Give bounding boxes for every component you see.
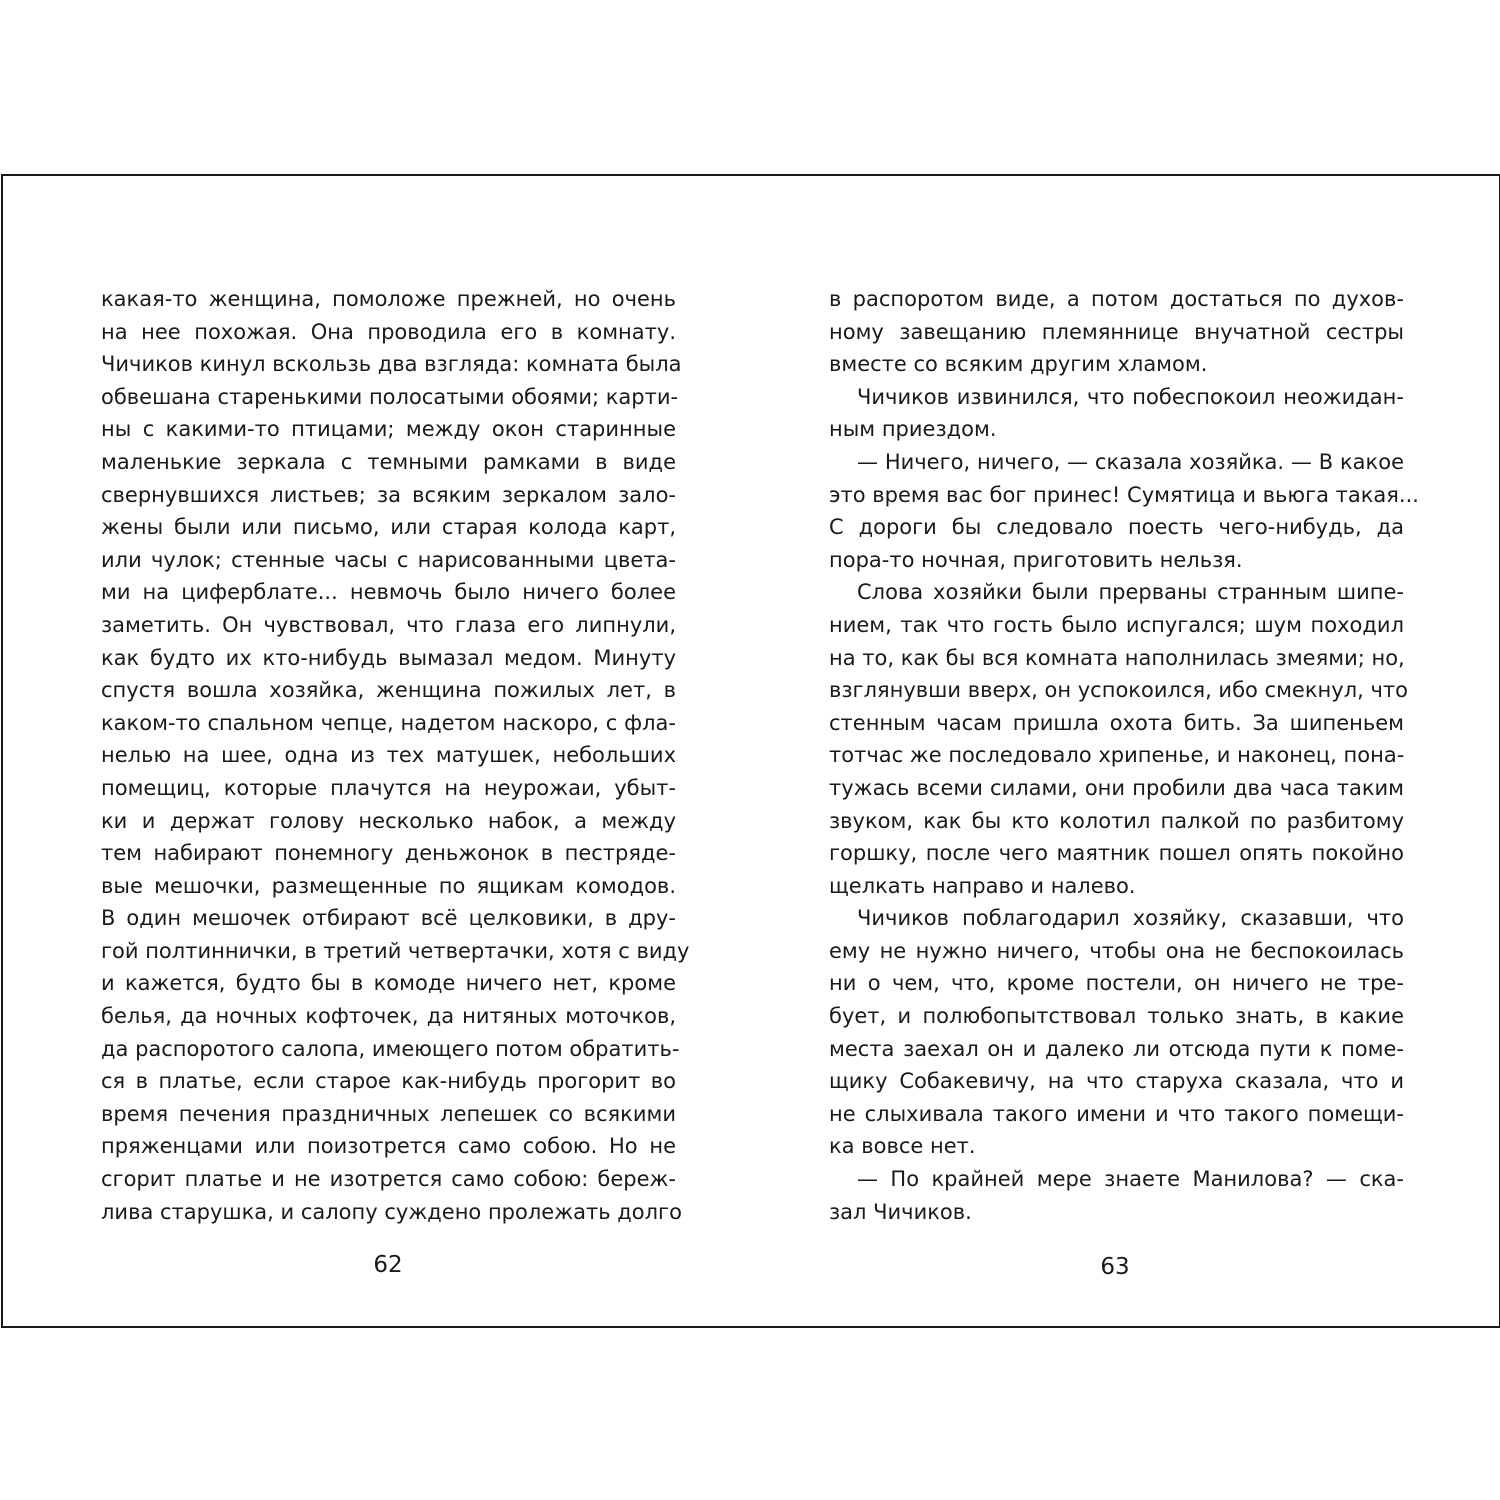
text-line: Слова хозяйки были прерваны странным шипе- (857, 580, 1404, 605)
text-line: тотчас же последовало хрипенье, и наконец, пона- (829, 743, 1405, 768)
text-line: звуком, как бы кто колотил палкой по разбитому (829, 808, 1404, 833)
page-number-right: 63 (1100, 1254, 1130, 1280)
text-line: пряженцами или поизотрется само собою. Но не (101, 1134, 676, 1159)
text-line: Чичиков извинился, что побеспокоил неожидан- (857, 384, 1404, 409)
text-line: какая-то женщина, помоложе прежней, но очень (101, 287, 676, 311)
text-line: и кажется, будто бы в комоде ничего нет, кроме (101, 971, 676, 996)
left-page-text (101, 283, 690, 1228)
text-line: ному завещанию племяннице внучатной сестры (829, 319, 1404, 344)
text-line: на то, как бы вся комната наполнилась змеями; но, (829, 645, 1405, 670)
text-line: или чулок; стенные часы с нарисованными цвета- (101, 547, 676, 572)
text-line: жены были или письмо, или старая колода карт, (101, 515, 676, 540)
text-line: как будто их кто-нибудь вымазал медом. Минуту (101, 645, 676, 670)
text-line: горшку, после чего маятник пошел опять покойно (829, 841, 1404, 866)
page-number-left: 62 (373, 1252, 403, 1278)
text-line: помещиц, которые плачутся на неурожаи, убыт- (101, 775, 676, 800)
text-line: ны с какими-то птицами; между окон старинные (101, 417, 676, 442)
text-line: вые мешочки, размещенные по ящикам комодов. (101, 873, 676, 898)
text-line: В один мешочек отбирают всё целковики, в дру- (101, 906, 676, 931)
text-line: гой полтиннички, в третий четвертачки, хотя с виду (101, 938, 690, 963)
text-line: в распоротом виде, а потом достаться по духов- (829, 287, 1404, 311)
book-spread (1, 174, 1500, 1328)
text-line: ным приездом. (829, 417, 997, 442)
text-line: С дороги бы следовало поесть чего-нибудь, да (829, 515, 1404, 540)
text-line: нелью на шее, одна из тех матушек, небольших (101, 743, 676, 768)
text-line: белья, да ночных кофточек, да нитяных моточков, (101, 1004, 676, 1029)
text-line: — Ничего, ничего, — сказала хозяйка. — В какое (857, 449, 1404, 474)
text-line: спустя вошла хозяйка, женщина пожилых лет, в (101, 678, 676, 703)
text-line: щелкать направо и налево. (829, 873, 1136, 898)
right-page-text (829, 283, 1419, 1228)
text-line: пора-то ночная, приготовить нельзя. (829, 547, 1243, 572)
text-line: Чичиков кинул вскользь два взгляда: комната была (101, 352, 682, 377)
text-line: время печения праздничных лепешек со всякими (101, 1101, 676, 1126)
text-line: ся в платье, если старое как-нибудь прогорит во (101, 1069, 676, 1094)
text-line: ми на циферблате... невмочь было ничего более (101, 580, 676, 605)
text-line: тем набирают понемногу деньжонок в пестряде- (101, 841, 676, 866)
text-line: обвешана старенькими полосатыми обоями; карти- (101, 384, 679, 409)
text-line: это время вас бог принес! Сумятица и вьюга такая... (829, 482, 1419, 507)
text-line: ка вовсе нет. (829, 1134, 976, 1159)
text-line: свернувшихся листьев; за всяким зеркалом зало- (101, 482, 676, 507)
text-line: Чичиков поблагодарил хозяйку, сказавши, что (857, 906, 1404, 931)
text-line: нием, так что гость было испугался; шум походил (829, 612, 1404, 637)
text-line: ему не нужно ничего, чтобы она не беспокоилась (829, 938, 1404, 963)
text-line: лива старушка, и салопу суждено пролежать долго (101, 1199, 682, 1224)
text-line: на нее похожая. Она проводила его в комнату. (101, 319, 676, 344)
text-line: зал Чичиков. (829, 1199, 972, 1224)
text-line: ки и держат голову несколько набок, а между (101, 808, 676, 833)
text-line: вместе со всяким другим хламом. (829, 352, 1208, 377)
text-line: ни о чем, что, кроме постели, он ничего не тре- (829, 971, 1404, 996)
text-line: да распоротого салопа, имеющего потом обратить- (101, 1036, 680, 1061)
text-line: взглянувши вверх, он успокоился, ибо смекнул, что (829, 678, 1408, 703)
text-line: — По крайней мере знаете Манилова? — ска- (857, 1167, 1404, 1192)
text-line: каком-то спальном чепце, надетом наскоро, с фла- (101, 710, 676, 735)
text-line: места заехал он и далеко ли отсюда пути к поме- (829, 1036, 1404, 1061)
text-line: заметить. Он чувствовал, что глаза его липнули, (101, 612, 676, 637)
text-line: маленькие зеркала с темными рамками в виде (101, 449, 676, 474)
text-line: стенным часам пришла охота бить. За шипеньем (829, 710, 1404, 735)
text-line: бует, и полюбопытствовал только знать, в какие (829, 1004, 1404, 1029)
text-line: не слыхивала такого имени и что такого помещи- (829, 1101, 1404, 1126)
text-line: тужась всеми силами, они пробили два часа таким (829, 775, 1404, 800)
text-line: сгорит платье и не изотрется само собою: береж- (101, 1167, 676, 1192)
text-line: щику Собакевичу, на что старуха сказала, что и (829, 1069, 1404, 1094)
